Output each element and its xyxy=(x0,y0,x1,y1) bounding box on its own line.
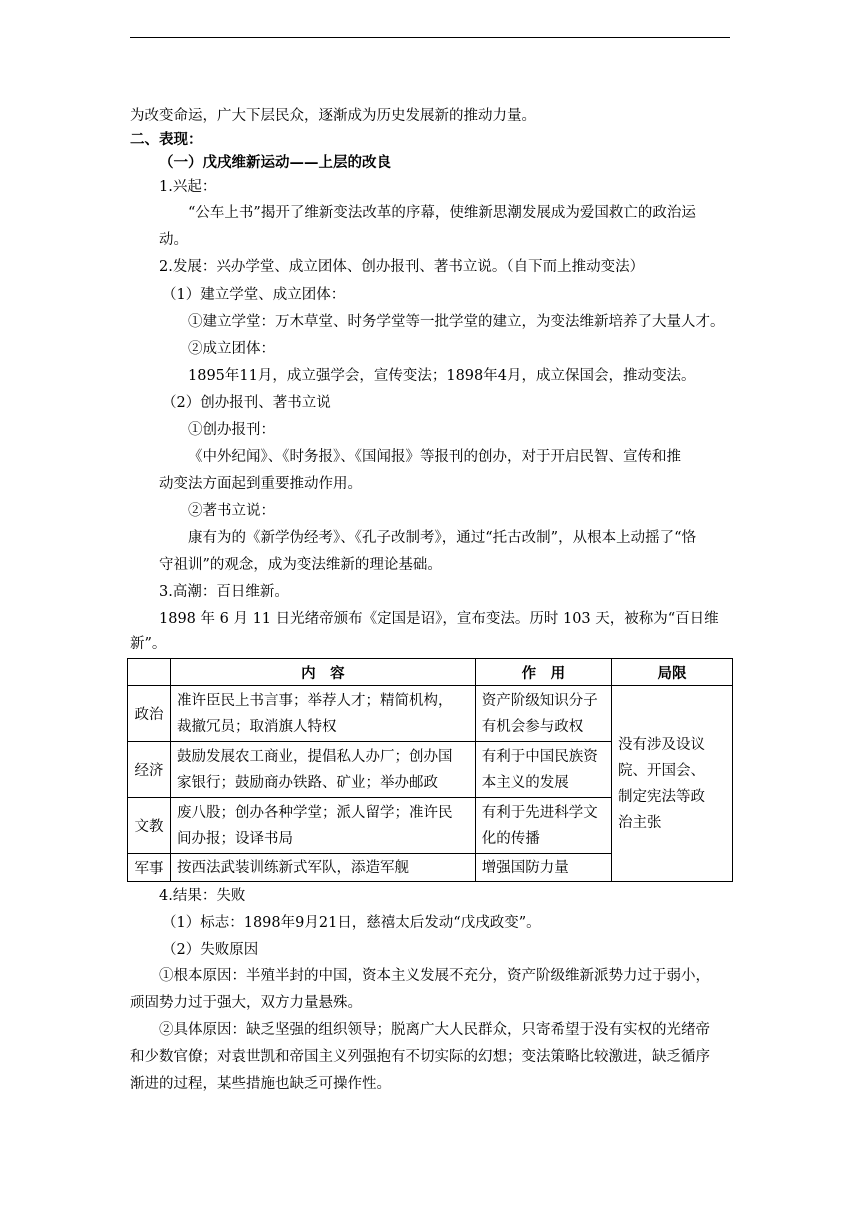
paragraph-line: 顽固势力过于强大，双方力量悬殊。 xyxy=(130,995,362,1011)
reform-table xyxy=(127,658,733,882)
item-heading: 4.结果：失败 xyxy=(159,888,246,904)
paragraph-line: ②具体原因：缺乏坚强的组织领导；脱离广大人民群众，只寄希望于没有实权的光绪帝 xyxy=(159,1022,710,1038)
row-category: 经济 xyxy=(128,742,171,798)
header-effect: 作 用 xyxy=(475,659,611,686)
header-category xyxy=(128,659,171,686)
header-content: 内 容 xyxy=(171,659,476,686)
sub-item-heading: ②著书立说： xyxy=(188,503,275,519)
row-effect: 有利于先进科学文 化的传播 xyxy=(475,798,611,854)
sub-item-heading: ②成立团体： xyxy=(188,341,275,357)
paragraph-line: 为改变命运，广大下层民众，逐渐成为历史发展新的推动力量。 xyxy=(130,108,536,124)
row-content: 鼓励发展农工商业，提倡私人办厂；创办国 家银行；鼓励商办铁路、矿业；举办邮政 xyxy=(171,742,476,798)
table-row xyxy=(128,686,733,742)
item-heading: 2.发展：兴办学堂、成立团体、创办报刊、著书立说。（自下而上推动变法） xyxy=(159,259,645,275)
subsection-heading: （一）戊戌维新运动——上层的改良 xyxy=(159,154,391,171)
paragraph-line: 康有为的《新学伪经考》、《孔子改制考》，通过“托古改制”，从根本上动摇了“恪 xyxy=(188,530,696,546)
paragraph-line: ①建立学堂：万木草堂、时务学堂等一批学堂的建立，为变法维新培养了大量人才。 xyxy=(188,314,725,330)
limit-cell: 没有涉及设议 院、开国会、 制定宪法等政 治主张 xyxy=(612,686,733,882)
table-header-row xyxy=(128,659,733,686)
paragraph-line: 动变法方面起到重要推动作用。 xyxy=(159,476,362,492)
paragraph-line: ①根本原因：半殖半封的中国，资本主义发展不充分，资产阶级维新派势力过于弱小， xyxy=(159,968,710,984)
row-effect: 资产阶级知识分子 有机会参与政权 xyxy=(475,686,611,742)
row-content: 准许臣民上书言事；举荐人才；精简机构， 裁撤冗员；取消旗人特权 xyxy=(171,686,476,742)
paragraph-line: 1895年11月，成立强学会，宣传变法；1898年4月，成立保国会，推动变法。 xyxy=(188,368,696,384)
row-content: 废八股；创办各种学堂；派人留学；准许民 间办报；设译书局 xyxy=(171,798,476,854)
sub-item-heading: （1）建立学堂、成立团体： xyxy=(162,287,346,303)
row-category: 文教 xyxy=(128,798,171,854)
section-heading: 二、表现： xyxy=(130,131,203,148)
item-heading: 1.兴起： xyxy=(159,179,217,195)
row-effect: 增强国防力量 xyxy=(475,854,611,882)
header-limit: 局限 xyxy=(612,659,733,686)
paragraph-line: 渐进的过程，某些措施也缺乏可操作性。 xyxy=(130,1076,391,1092)
paragraph-line: 《中外纪闻》、《时务报》、《国闻报》等报刊的创办，对于开启民智、宣传和推 xyxy=(188,449,681,465)
header-rule xyxy=(130,37,730,38)
paragraph-line: 动。 xyxy=(159,232,188,248)
sub-item-heading: （1）标志：1898年9月21日，慈禧太后发动“戊戌政变”。 xyxy=(162,915,541,931)
sub-item-heading: （2）创办报刊、著书立说 xyxy=(162,395,331,411)
paragraph-line: “公车上书”揭开了维新变法改革的序幕，使维新思潮发展成为爱国救亡的政治运 xyxy=(188,205,696,221)
item-heading: 3.高潮：百日维新。 xyxy=(159,584,289,600)
row-category: 军事 xyxy=(128,854,171,882)
paragraph-line: 守祖训”的观念，成为变法维新的理论基础。 xyxy=(159,557,442,573)
paragraph-line: 1898 年 6 月 11 日光绪帝颁布《定国是诏》，宣布变法。历时 103 天，被称为“百日维 xyxy=(159,611,719,627)
row-effect: 有利于中国民族资 本主义的发展 xyxy=(475,742,611,798)
paragraph-line: 和少数官僚；对袁世凯和帝国主义列强抱有不切实际的幻想；变法策略比较激进，缺乏循序 xyxy=(130,1049,710,1065)
sub-item-heading: ①创办报刊： xyxy=(188,422,275,438)
paragraph-line: 新”。 xyxy=(130,636,167,652)
row-content: 按西法武装训练新式军队，添造军舰 xyxy=(171,854,476,882)
sub-item-heading: （2）失败原因 xyxy=(162,942,259,958)
row-category: 政治 xyxy=(128,686,171,742)
